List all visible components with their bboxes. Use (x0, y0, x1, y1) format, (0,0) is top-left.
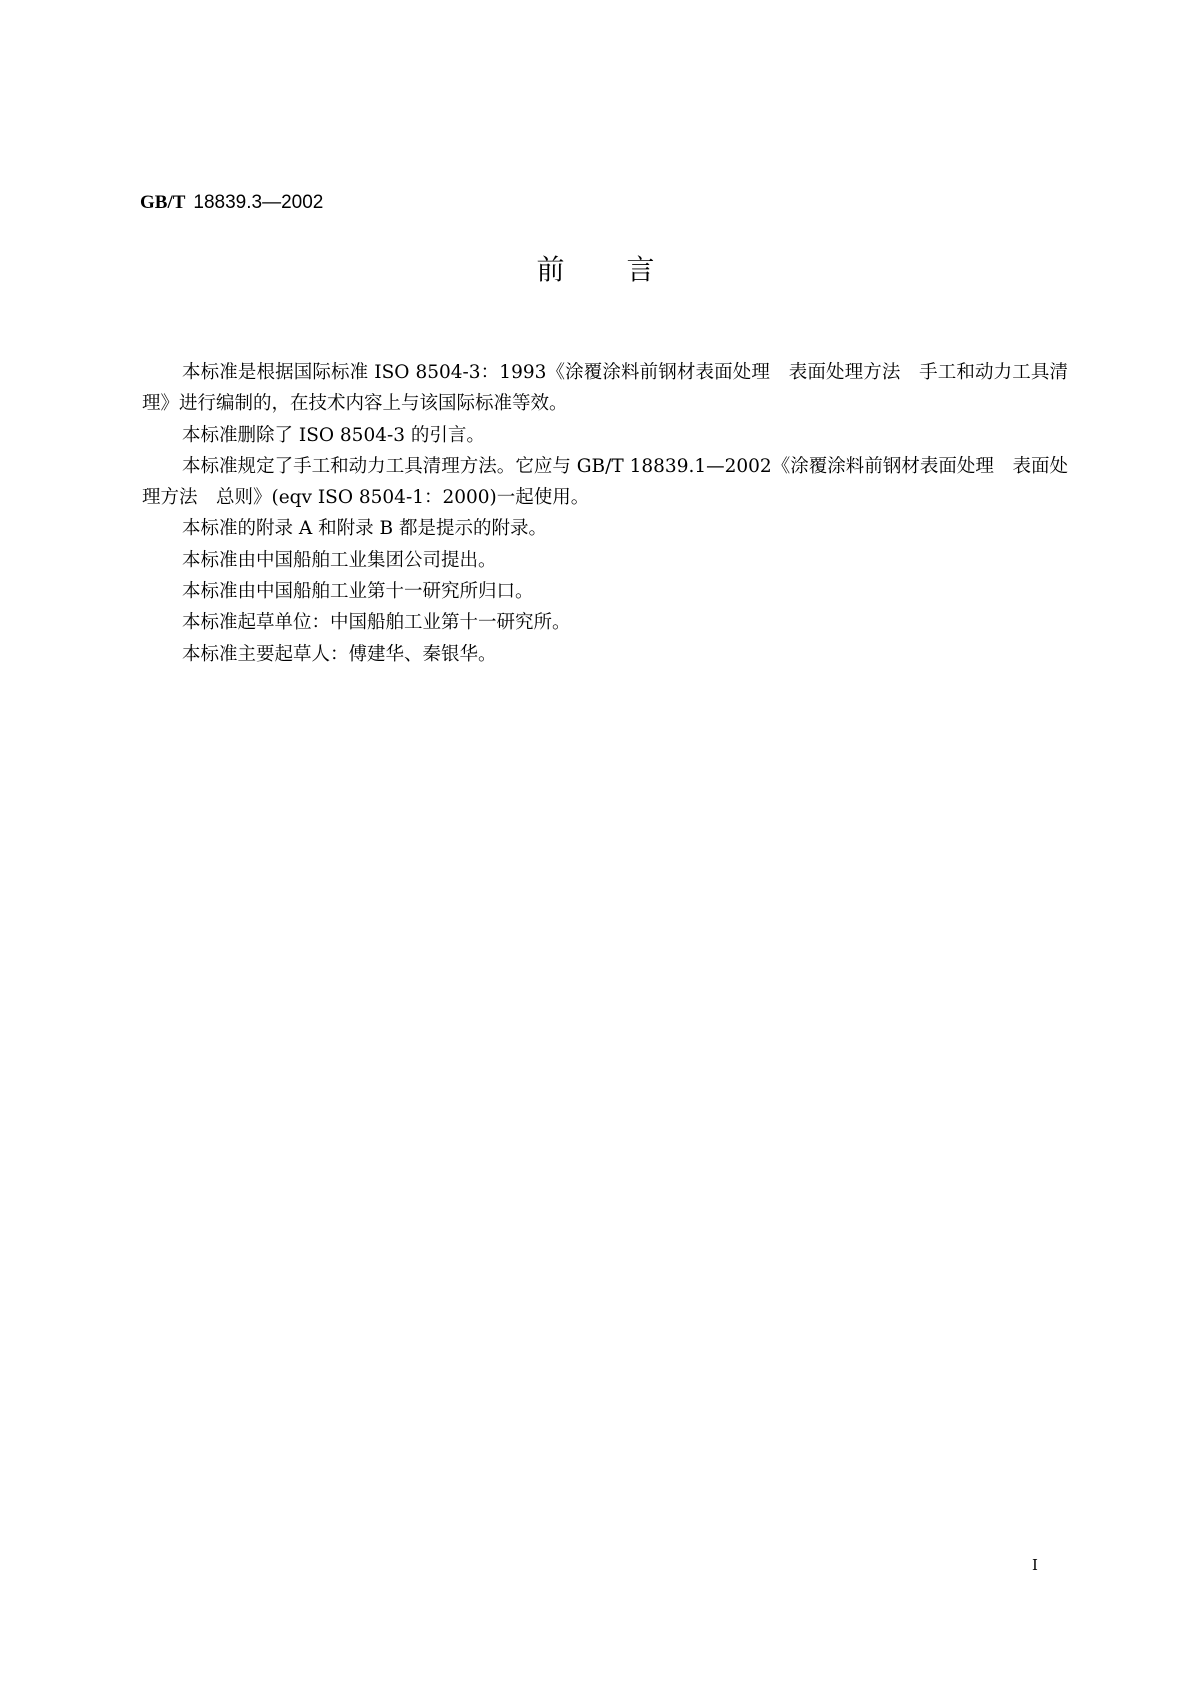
standard-number: 18839.3—2002 (193, 192, 324, 213)
paragraph-drafting-unit: 本标准起草单位：中国船舶工业第十一研究所。 (182, 612, 571, 634)
paragraph-proposer: 本标准由中国船舶工业集团公司提出。 (182, 549, 497, 571)
standard-prefix: GB/T (140, 192, 186, 213)
paragraph-basis: 本标准是根据国际标准 ISO 8504-3：1993《涂覆涂料前钢材表面处理 表面处理方法 手工和动力工具清理》进行编制的，在技术内容上与该国际标准等效。 (142, 362, 1068, 415)
page-number: Ⅰ (1032, 1556, 1038, 1574)
paragraph-scope: 本标准规定了手工和动力工具清理方法。它应与 GB/T 18839.1—2002《涂覆涂料前钢材表面处理 表面处理方法 总则》(eqv ISO 8504-1：2000)一起使用。 (142, 455, 1068, 509)
standard-number-header (140, 190, 323, 215)
paragraph-annexes: 本标准的附录 A 和附录 B 都是提示的附录。 (182, 518, 547, 540)
foreword-body (142, 357, 1068, 670)
page-title: 前言 (536, 253, 717, 286)
paragraph-deletion: 本标准删除了 ISO 8504-3 的引言。 (182, 424, 485, 446)
paragraph-centralizer: 本标准由中国船舶工业第十一研究所归口。 (182, 581, 534, 603)
paragraph-drafters: 本标准主要起草人：傅建华、秦银华。 (182, 643, 497, 665)
